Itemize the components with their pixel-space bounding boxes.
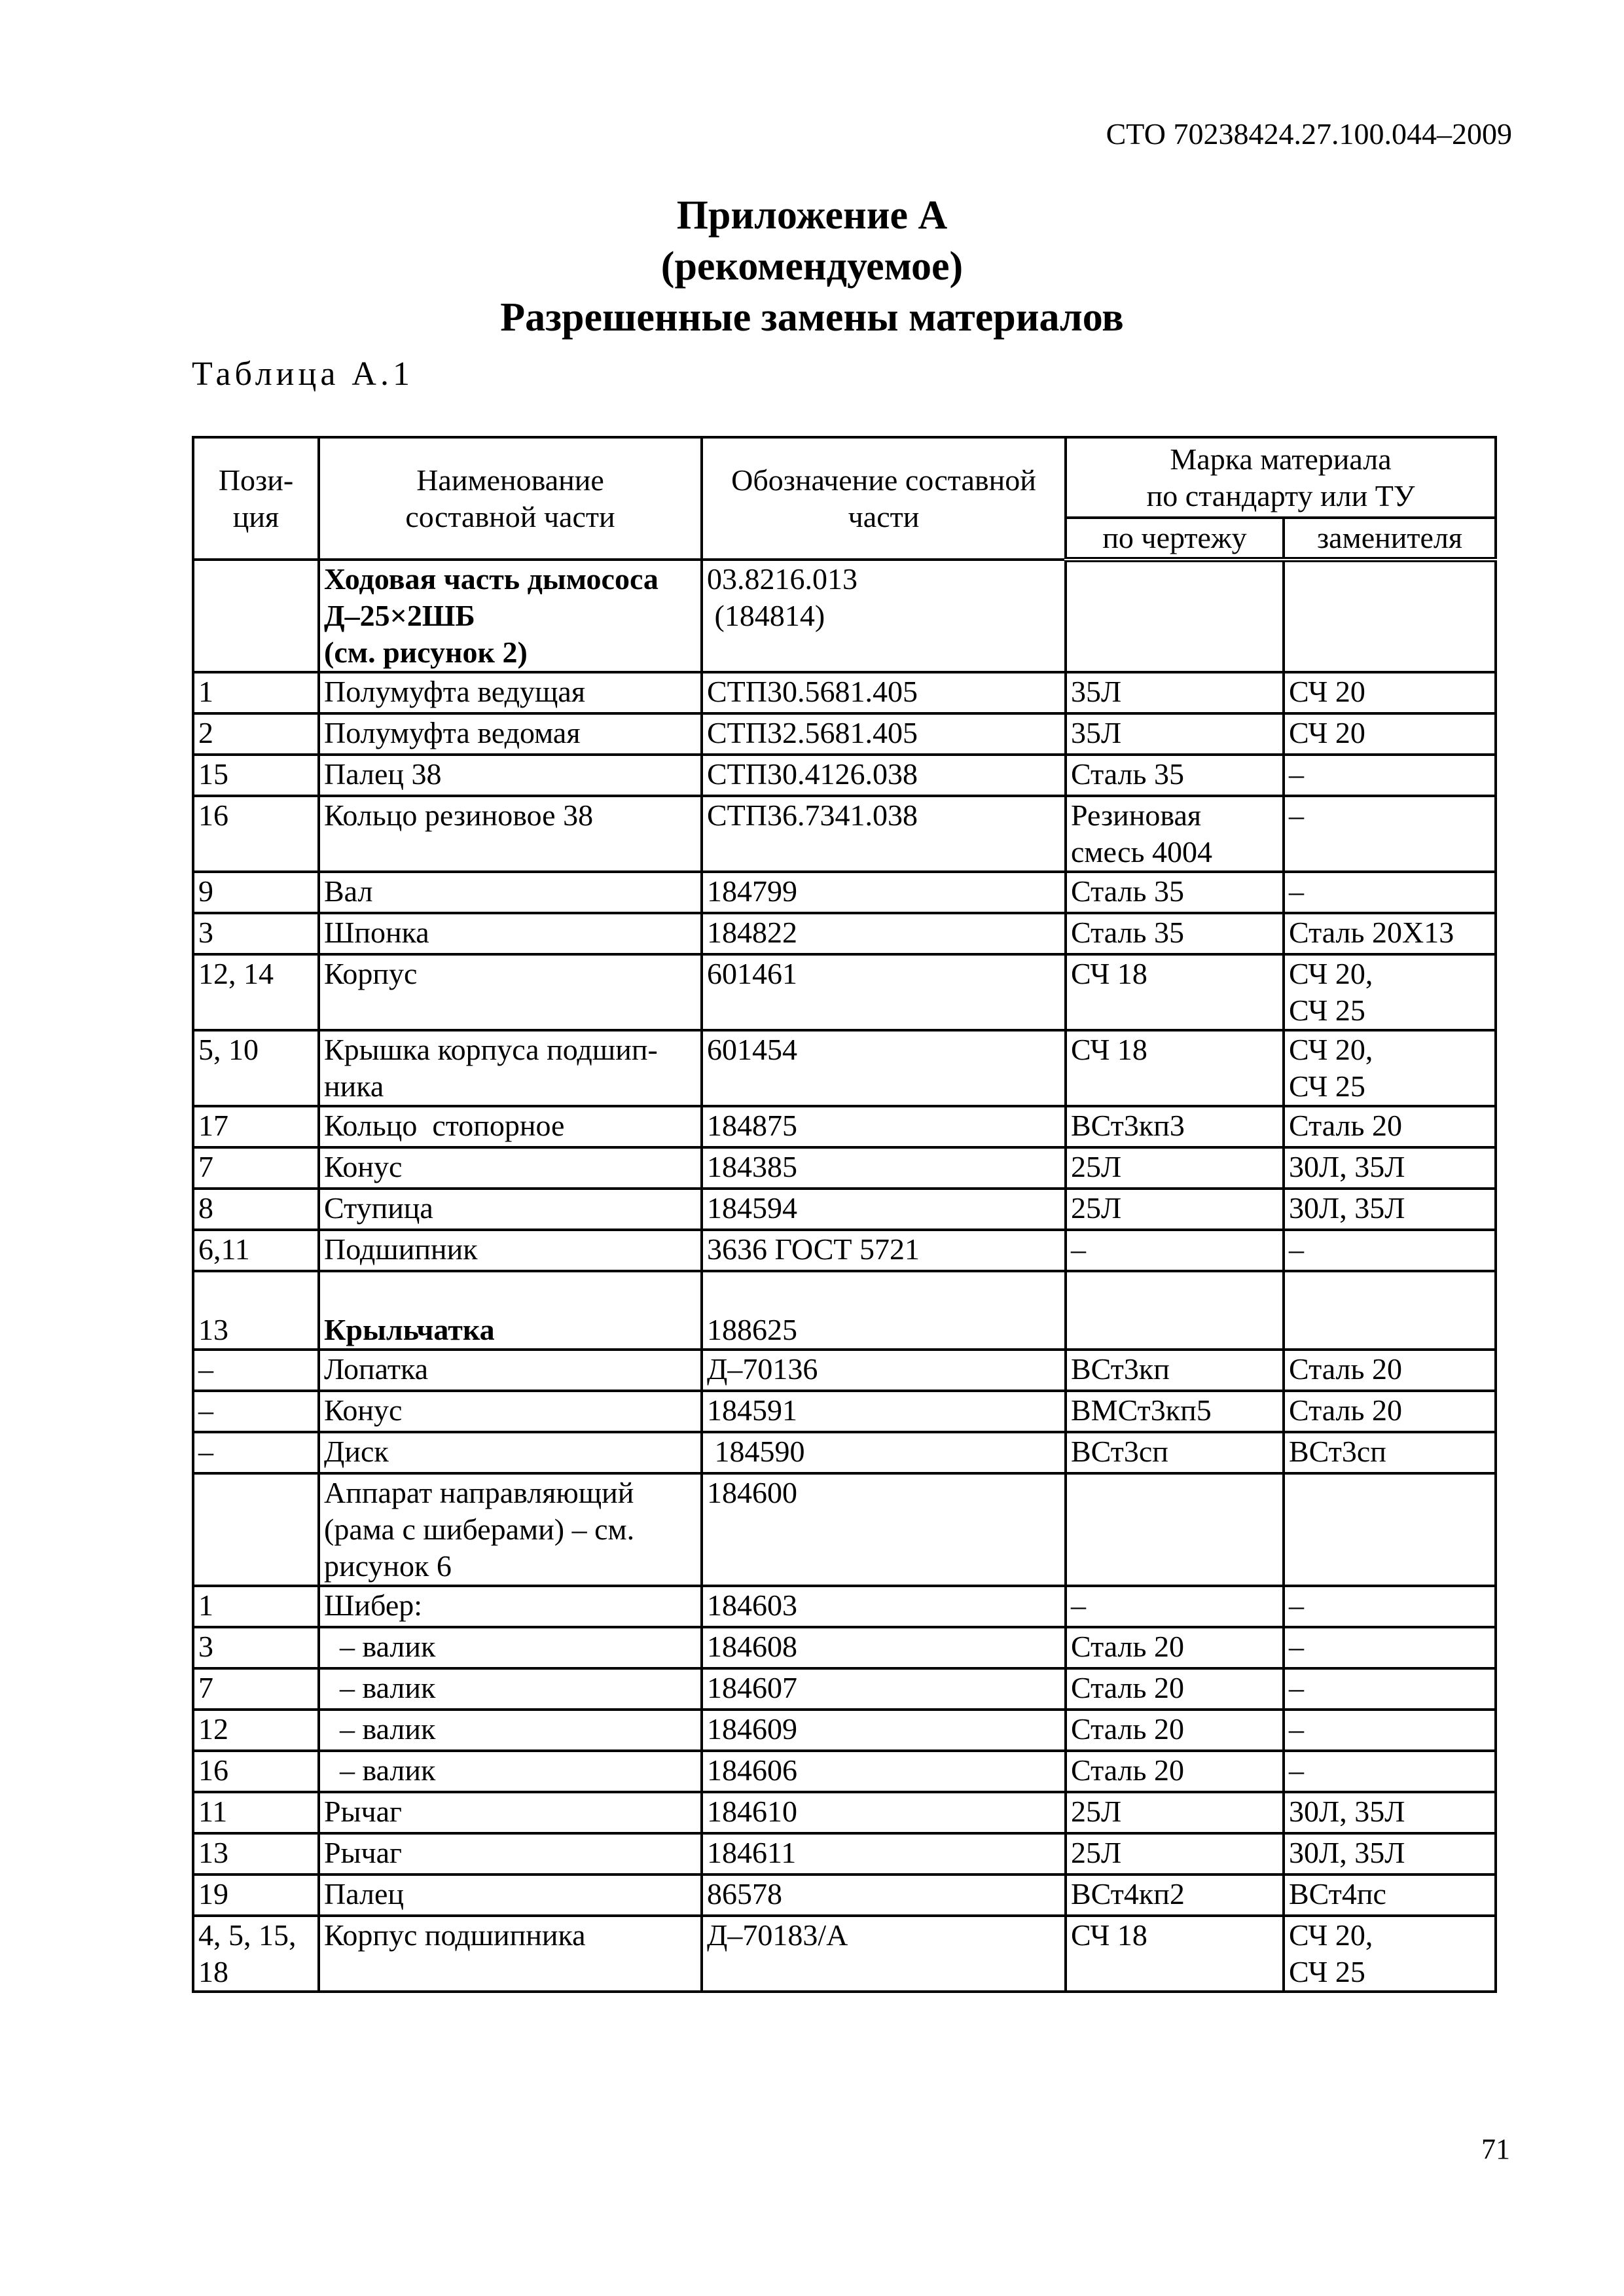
cell-designation: 184610 bbox=[702, 1792, 1066, 1833]
cell-designation: 184594 bbox=[702, 1189, 1066, 1230]
cell-position: 2 bbox=[193, 713, 319, 755]
cell-material-drawing bbox=[1066, 560, 1284, 672]
cell-position: 12, 14 bbox=[193, 954, 319, 1030]
table-row bbox=[193, 1668, 1496, 1710]
table-row bbox=[193, 1391, 1496, 1432]
cell-name: Рычаг bbox=[319, 1833, 702, 1874]
cell-material-substitute: – bbox=[1284, 1751, 1496, 1792]
table-row bbox=[193, 1473, 1496, 1586]
table-row bbox=[193, 796, 1496, 872]
cell-name: Рычаг bbox=[319, 1792, 702, 1833]
cell-material-drawing: – bbox=[1066, 1586, 1284, 1627]
cell-material-drawing: 25Л bbox=[1066, 1147, 1284, 1189]
cell-name: Шибер: bbox=[319, 1586, 702, 1627]
table-row bbox=[193, 560, 1496, 672]
cell-name: Полумуфта ведущая bbox=[319, 672, 702, 713]
table-row bbox=[193, 1271, 1496, 1350]
cell-designation: 03.8216.013 (184814) bbox=[702, 560, 1066, 672]
header-material: Марка материала по стандарту или ТУ bbox=[1066, 437, 1496, 518]
header-name: Наименование составной части bbox=[319, 437, 702, 560]
table-row bbox=[193, 1586, 1496, 1627]
cell-material-drawing bbox=[1066, 1271, 1284, 1350]
cell-name: Ходовая часть дымососа Д–25×2ШБ (см. рисунок 2) bbox=[319, 560, 702, 672]
cell-name: Лопатка bbox=[319, 1350, 702, 1391]
header-by-drawing: по чертежу bbox=[1066, 518, 1284, 560]
cell-material-drawing: Сталь 35 bbox=[1066, 755, 1284, 796]
cell-position: 1 bbox=[193, 1586, 319, 1627]
cell-name: Диск bbox=[319, 1432, 702, 1473]
cell-material-substitute: СЧ 20, СЧ 25 bbox=[1284, 1030, 1496, 1106]
cell-name: – валик bbox=[319, 1710, 702, 1751]
title-line: Приложение А bbox=[676, 193, 948, 238]
cell-material-drawing: – bbox=[1066, 1230, 1284, 1271]
cell-material-substitute: – bbox=[1284, 1710, 1496, 1751]
cell-designation: 184591 bbox=[702, 1391, 1066, 1432]
cell-material-substitute: – bbox=[1284, 1586, 1496, 1627]
table-row bbox=[193, 954, 1496, 1030]
cell-name: Корпус подшипника bbox=[319, 1916, 702, 1992]
page-number: 71 bbox=[1481, 2133, 1510, 2165]
cell-material-substitute bbox=[1284, 1271, 1496, 1350]
table-row bbox=[193, 872, 1496, 913]
cell-designation: 184607 bbox=[702, 1668, 1066, 1710]
table-row bbox=[193, 755, 1496, 796]
cell-name: Корпус bbox=[319, 954, 702, 1030]
cell-name: Вал bbox=[319, 872, 702, 913]
cell-material-drawing: ВСт3кп bbox=[1066, 1350, 1284, 1391]
cell-material-drawing: ВСт3сп bbox=[1066, 1432, 1284, 1473]
table-row bbox=[193, 1432, 1496, 1473]
cell-name: Шпонка bbox=[319, 913, 702, 954]
cell-designation: СТП32.5681.405 bbox=[702, 713, 1066, 755]
cell-position: 5, 10 bbox=[193, 1030, 319, 1106]
document-code: СТО 70238424.27.100.044–2009 bbox=[1106, 117, 1512, 151]
cell-material-substitute: ВСт4пс bbox=[1284, 1874, 1496, 1916]
cell-material-drawing: ВСт3кп3 bbox=[1066, 1106, 1284, 1147]
cell-designation: 184611 bbox=[702, 1833, 1066, 1874]
cell-designation: 184822 bbox=[702, 913, 1066, 954]
cell-material-drawing: Сталь 20 bbox=[1066, 1627, 1284, 1668]
cell-designation: Д–70136 bbox=[702, 1350, 1066, 1391]
table-row bbox=[193, 1189, 1496, 1230]
cell-name: Палец 38 bbox=[319, 755, 702, 796]
cell-designation: СТП30.4126.038 bbox=[702, 755, 1066, 796]
cell-position: 7 bbox=[193, 1668, 319, 1710]
cell-material-substitute: СЧ 20 bbox=[1284, 672, 1496, 713]
cell-material-substitute: 30Л, 35Л bbox=[1284, 1147, 1496, 1189]
cell-position: 19 bbox=[193, 1874, 319, 1916]
cell-material-drawing: 25Л bbox=[1066, 1792, 1284, 1833]
table-label: Таблица А.1 bbox=[192, 355, 414, 393]
cell-designation: 184609 bbox=[702, 1710, 1066, 1751]
cell-designation: 601461 bbox=[702, 954, 1066, 1030]
cell-material-substitute: СЧ 20 bbox=[1284, 713, 1496, 755]
cell-name: Палец bbox=[319, 1874, 702, 1916]
cell-designation: 184606 bbox=[702, 1751, 1066, 1792]
cell-position: 4, 5, 15, 18 bbox=[193, 1916, 319, 1992]
cell-material-drawing: СЧ 18 bbox=[1066, 1916, 1284, 1992]
cell-position: – bbox=[193, 1350, 319, 1391]
header-position: Пози- ция bbox=[193, 437, 319, 560]
table-row bbox=[193, 713, 1496, 755]
cell-designation: Д–70183/А bbox=[702, 1916, 1066, 1992]
cell-material-substitute: Сталь 20Х13 bbox=[1284, 913, 1496, 954]
header-substitute: заменителя bbox=[1284, 518, 1496, 560]
cell-material-substitute: ВСт3сп bbox=[1284, 1432, 1496, 1473]
cell-designation: 184608 bbox=[702, 1627, 1066, 1668]
cell-position: 8 bbox=[193, 1189, 319, 1230]
cell-position: 9 bbox=[193, 872, 319, 913]
cell-name: Конус bbox=[319, 1147, 702, 1189]
table-row bbox=[193, 1147, 1496, 1189]
cell-designation: 184590 bbox=[702, 1432, 1066, 1473]
table-row bbox=[193, 1874, 1496, 1916]
cell-position: – bbox=[193, 1391, 319, 1432]
cell-position: 3 bbox=[193, 913, 319, 954]
cell-designation: СТП30.5681.405 bbox=[702, 672, 1066, 713]
table-row bbox=[193, 1916, 1496, 1992]
cell-material-drawing: 35Л bbox=[1066, 672, 1284, 713]
cell-material-drawing: 25Л bbox=[1066, 1189, 1284, 1230]
cell-name: – валик bbox=[319, 1627, 702, 1668]
cell-name: Крыльчатка bbox=[319, 1271, 702, 1350]
cell-name: Подшипник bbox=[319, 1230, 702, 1271]
cell-material-drawing: Резиновая смесь 4004 bbox=[1066, 796, 1284, 872]
table-row bbox=[193, 1627, 1496, 1668]
cell-material-substitute: Сталь 20 bbox=[1284, 1106, 1496, 1147]
cell-name: Крышка корпуса подшип- ника bbox=[319, 1030, 702, 1106]
table-row bbox=[193, 1230, 1496, 1271]
cell-material-drawing: ВМСт3кп5 bbox=[1066, 1391, 1284, 1432]
cell-material-substitute bbox=[1284, 1473, 1496, 1586]
cell-material-drawing: ВСт4кп2 bbox=[1066, 1874, 1284, 1916]
cell-material-substitute: СЧ 20, СЧ 25 bbox=[1284, 954, 1496, 1030]
cell-name: – валик bbox=[319, 1668, 702, 1710]
table-row bbox=[193, 1710, 1496, 1751]
cell-material-drawing: Сталь 35 bbox=[1066, 872, 1284, 913]
cell-material-substitute: 30Л, 35Л bbox=[1284, 1792, 1496, 1833]
table-row bbox=[193, 1751, 1496, 1792]
cell-position bbox=[193, 1473, 319, 1586]
cell-position: 3 bbox=[193, 1627, 319, 1668]
cell-designation: 184603 bbox=[702, 1586, 1066, 1627]
cell-position: 15 bbox=[193, 755, 319, 796]
cell-material-substitute: – bbox=[1284, 755, 1496, 796]
cell-material-drawing: Сталь 20 bbox=[1066, 1710, 1284, 1751]
table-row bbox=[193, 1833, 1496, 1874]
cell-position: 7 bbox=[193, 1147, 319, 1189]
title-line: Разрешенные замены материалов bbox=[500, 295, 1124, 340]
cell-name: Кольцо резиновое 38 bbox=[319, 796, 702, 872]
table-row bbox=[193, 1792, 1496, 1833]
cell-material-substitute: – bbox=[1284, 872, 1496, 913]
table-row bbox=[193, 1350, 1496, 1391]
cell-material-substitute: Сталь 20 bbox=[1284, 1391, 1496, 1432]
table-row bbox=[193, 1030, 1496, 1106]
table-row bbox=[193, 1106, 1496, 1147]
cell-material-substitute: 30Л, 35Л bbox=[1284, 1833, 1496, 1874]
cell-material-substitute: – bbox=[1284, 796, 1496, 872]
cell-material-drawing: Сталь 20 bbox=[1066, 1751, 1284, 1792]
cell-designation: 86578 bbox=[702, 1874, 1066, 1916]
appendix-title bbox=[0, 190, 1624, 343]
cell-designation: 184385 bbox=[702, 1147, 1066, 1189]
table-row bbox=[193, 672, 1496, 713]
cell-material-drawing: 35Л bbox=[1066, 713, 1284, 755]
cell-position: 6,11 bbox=[193, 1230, 319, 1271]
cell-position: 13 bbox=[193, 1833, 319, 1874]
cell-position: 12 bbox=[193, 1710, 319, 1751]
cell-material-substitute bbox=[1284, 560, 1496, 672]
cell-designation: СТП36.7341.038 bbox=[702, 796, 1066, 872]
cell-name: Полумуфта ведомая bbox=[319, 713, 702, 755]
cell-material-substitute: – bbox=[1284, 1668, 1496, 1710]
cell-position: 16 bbox=[193, 796, 319, 872]
cell-material-drawing: 25Л bbox=[1066, 1833, 1284, 1874]
cell-material-drawing: Сталь 35 bbox=[1066, 913, 1284, 954]
cell-designation: 184875 bbox=[702, 1106, 1066, 1147]
cell-name: Конус bbox=[319, 1391, 702, 1432]
cell-name: – валик bbox=[319, 1751, 702, 1792]
cell-material-drawing bbox=[1066, 1473, 1284, 1586]
cell-position: 1 bbox=[193, 672, 319, 713]
cell-material-drawing: СЧ 18 bbox=[1066, 1030, 1284, 1106]
cell-name: Кольцо стопорное bbox=[319, 1106, 702, 1147]
cell-material-substitute: 30Л, 35Л bbox=[1284, 1189, 1496, 1230]
header-designation: Обозначение составной части bbox=[702, 437, 1066, 560]
cell-name: Аппарат направляющий (рама с шиберами) – см. рисунок 6 bbox=[319, 1473, 702, 1586]
cell-material-substitute: – bbox=[1284, 1230, 1496, 1271]
cell-designation: 184600 bbox=[702, 1473, 1066, 1586]
table-row bbox=[193, 913, 1496, 954]
cell-position: 17 bbox=[193, 1106, 319, 1147]
cell-material-substitute: Сталь 20 bbox=[1284, 1350, 1496, 1391]
cell-name: Ступица bbox=[319, 1189, 702, 1230]
cell-material-drawing: СЧ 18 bbox=[1066, 954, 1284, 1030]
title-line: (рекомендуемое) bbox=[660, 244, 964, 289]
cell-designation: 184799 bbox=[702, 872, 1066, 913]
cell-material-substitute: СЧ 20, СЧ 25 bbox=[1284, 1916, 1496, 1992]
cell-designation: 601454 bbox=[702, 1030, 1066, 1106]
cell-position: 16 bbox=[193, 1751, 319, 1792]
cell-position: – bbox=[193, 1432, 319, 1473]
cell-position: 13 bbox=[193, 1271, 319, 1350]
table-body bbox=[193, 560, 1496, 1992]
cell-designation: 188625 bbox=[702, 1271, 1066, 1350]
cell-material-drawing: Сталь 20 bbox=[1066, 1668, 1284, 1710]
materials-table bbox=[192, 436, 1497, 1993]
cell-designation: 3636 ГОСТ 5721 bbox=[702, 1230, 1066, 1271]
cell-material-substitute: – bbox=[1284, 1627, 1496, 1668]
cell-position bbox=[193, 560, 319, 672]
cell-position: 11 bbox=[193, 1792, 319, 1833]
